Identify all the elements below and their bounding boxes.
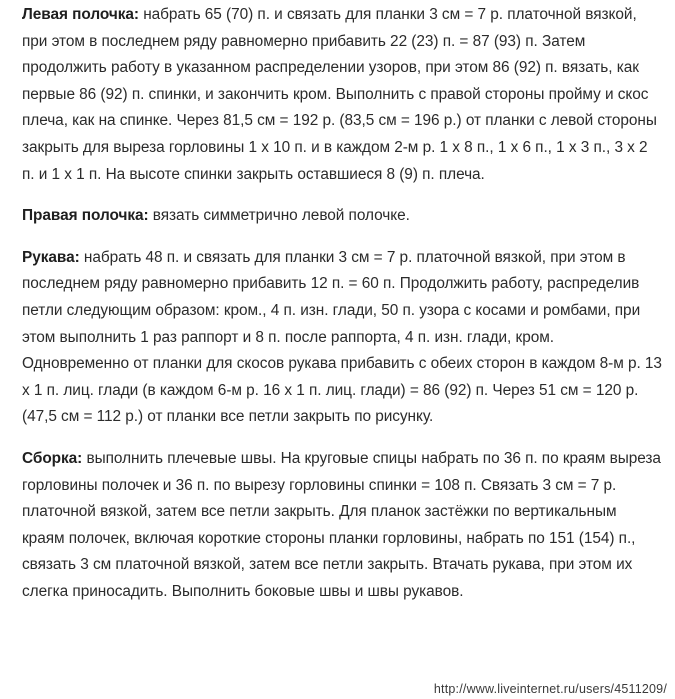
paragraph-heading: Рукава: <box>22 248 80 266</box>
paragraph-heading: Правая полочка: <box>22 207 149 225</box>
watermark-url: http://www.liveinternet.ru/users/4511209/ <box>433 682 667 696</box>
paragraph-text: набрать 48 п. и связать для планки 3 см = 7 р. платочной вязкой, при этом в последнем ряду равномерно прибавить 12 п. = 60 п. Продолжить работу, распределив петли следующим образом: кром., 4 п. изн. глади, 50 п. узора с косами и ромбами, при этом выполнить 1 раз раппорт и 8 п. после раппорта, 4 п. изн. глади, кром. Одновременно от планки для скосов рукава прибавить с обеих сторон в каждом 8-м р. 13 х 1 п. лиц. глади (в каждом 6-м р. 16 х 1 п. лиц. глади) = 86 (92) п. Через 51 см = 120 р. (47,5 см = 112 р.) от планки все петли закрыть по рисунку. <box>22 248 662 426</box>
paragraph-heading: Сборка: <box>22 449 83 467</box>
paragraph-sleeves <box>22 245 662 431</box>
paragraph-text: выполнить плечевые швы. На круговые спицы набрать по 36 п. по краям выреза горловины полочек и 36 п. по вырезу горловины спинки = 108 п. Связать 3 см = 7 р. платочной вязкой, затем все петли закрыть. Для планок застёжки по вертикальным краям полочек, включая короткие стороны планки горловины, набрать по 151 (154) п., связать 3 см платочной вязкой, затем все петли закрыть. Втачать рукава, при этом их слегка приносадить. Выполнить боковые швы и швы рукавов. <box>22 449 661 600</box>
paragraph-assembly <box>22 446 662 606</box>
paragraph-text: набрать 65 (70) п. и связать для планки 3 см = 7 р. платочной вязкой, при этом в последнем ряду равномерно прибавить 22 (23) п. = 87 (93) п. Затем продолжить работу в указанном распределении узоров, при этом 86 (92) п. вязать, как первые 86 (92) п. спинки, и закончить кром. Выполнить с правой стороны пройму и скос плеча, как на спинке. Через 81,5 см = 192 р. (83,5 см = 196 р.) от планки с левой стороны закрыть для выреза горловины 1 х 10 п. и в каждом 2-м р. 1 х 8 п., 1 х 6 п., 1 х 3 п., 3 х 2 п. и 1 х 1 п. На высоте спинки закрыть оставшиеся 8 (9) п. плеча. <box>22 6 657 183</box>
paragraph-heading: Левая полочка: <box>22 6 139 23</box>
paragraph-text: вязать симметрично левой полочке. <box>148 207 410 225</box>
paragraph-right-front <box>22 203 662 230</box>
paragraph-left-front <box>22 2 662 188</box>
document-body <box>22 2 662 620</box>
